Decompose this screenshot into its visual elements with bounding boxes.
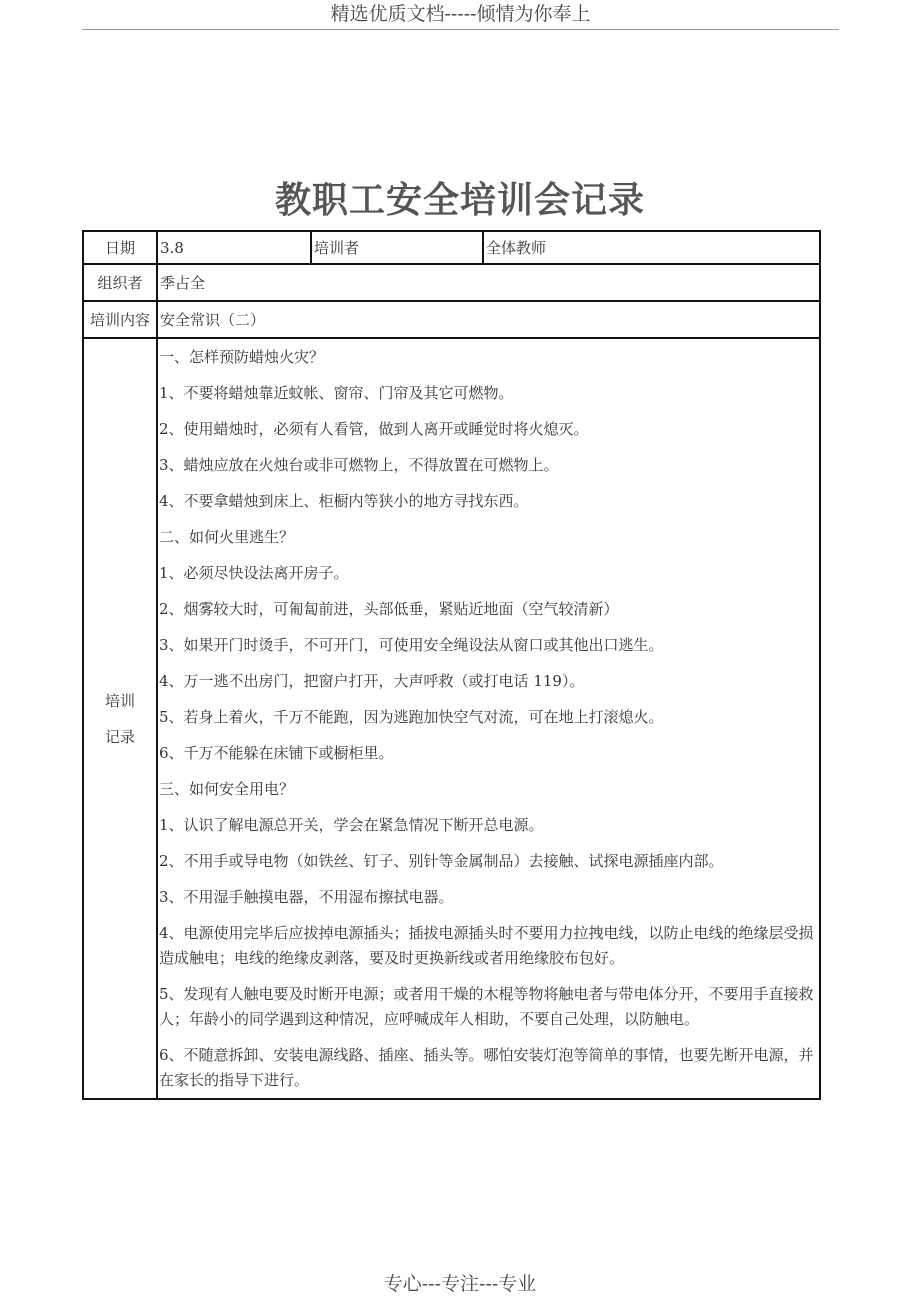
record-line: 5、发现有人触电要及时断开电源；或者用干燥的木棍等物将触电者与带电体分开，不要用手直接救人；年龄小的同学遇到这种情况，应呼喊成年人相助，不要自己处理，以防触电。 [159, 985, 814, 1028]
record-line: 5、若身上着火，千万不能跑，因为逃跑加快空气对流，可在地上打滚熄火。 [159, 708, 664, 726]
date-row [83, 231, 820, 264]
record-line: 6、千万不能躲在床铺下或橱柜里。 [159, 744, 394, 762]
record-line: 3、蜡烛应放在火烛台或非可燃物上，不得放置在可燃物上。 [159, 456, 559, 474]
record-line: 3、如果开门时烫手，不可开门，可使用安全绳设法从窗口或其他出口逃生。 [159, 636, 664, 654]
record-row [83, 338, 820, 1099]
record-body [157, 338, 820, 1099]
record-label-line-1: 培训 [104, 691, 135, 710]
organizer-value: 季占全 [157, 264, 820, 301]
date-label: 日期 [83, 231, 157, 264]
organizer-label: 组织者 [83, 264, 157, 301]
record-label-line-2: 记录 [104, 727, 135, 746]
organizer-row [83, 264, 820, 301]
record-line: 4、电源使用完毕后应拔掉电源插头；插拔电源插头时不要用力拉拽电线，以防止电线的绝缘层受损造成触电；电线的绝缘皮剥落，要及时更换新线或者用绝缘胶布包好。 [159, 924, 814, 967]
date-value: 3.8 [157, 231, 311, 264]
content-row [83, 301, 820, 338]
trainer-label: 培训者 [311, 231, 483, 264]
trainer-value: 全体教师 [483, 231, 820, 264]
record-line: 6、不随意拆卸、安装电源线路、插座、插头等。哪怕安装灯泡等简单的事情，也要先断开电源，并在家长的指导下进行。 [159, 1046, 814, 1089]
record-line: 4、万一逃不出房门，把窗户打开，大声呼救（或打电话 119）。 [159, 672, 585, 690]
record-line: 三、如何安全用电？ [159, 780, 295, 798]
record-line: 1、认识了解电源总开关，学会在紧急情况下断开总电源。 [159, 816, 544, 834]
record-line: 4、不要拿蜡烛到床上、柜橱内等狭小的地方寻找东西。 [159, 492, 529, 510]
record-line: 2、使用蜡烛时，必须有人看管，做到人离开或睡觉时将火熄灭。 [159, 420, 589, 438]
record-line: 2、烟雾较大时，可匍匐前进，头部低垂，紧贴近地面（空气较清新） [159, 600, 619, 618]
record-label [83, 338, 157, 1099]
page-footer: 专心---专注---专业 [383, 1273, 537, 1295]
record-line: 1、必须尽快设法离开房子。 [159, 564, 349, 582]
record-line: 1、不要将蜡烛靠近蚊帐、窗帘、门帘及其它可燃物。 [159, 384, 514, 402]
content-value: 安全常识（二） [157, 301, 820, 338]
record-line: 二、如何火里逃生？ [159, 528, 295, 546]
record-line: 一、怎样预防蜡烛火灾？ [159, 348, 325, 366]
page-header: 精选优质文档-----倾情为你奉上 [82, 0, 839, 30]
content-label: 培训内容 [83, 301, 157, 338]
training-record-table [82, 230, 821, 1100]
page-title: 教职工安全培训会记录 [274, 179, 645, 221]
record-line: 2、不用手或导电物（如铁丝、钉子、别针等金属制品）去接触、试探电源插座内部。 [159, 852, 724, 870]
record-line: 3、不用湿手触摸电器，不用湿布擦拭电器。 [159, 888, 454, 906]
